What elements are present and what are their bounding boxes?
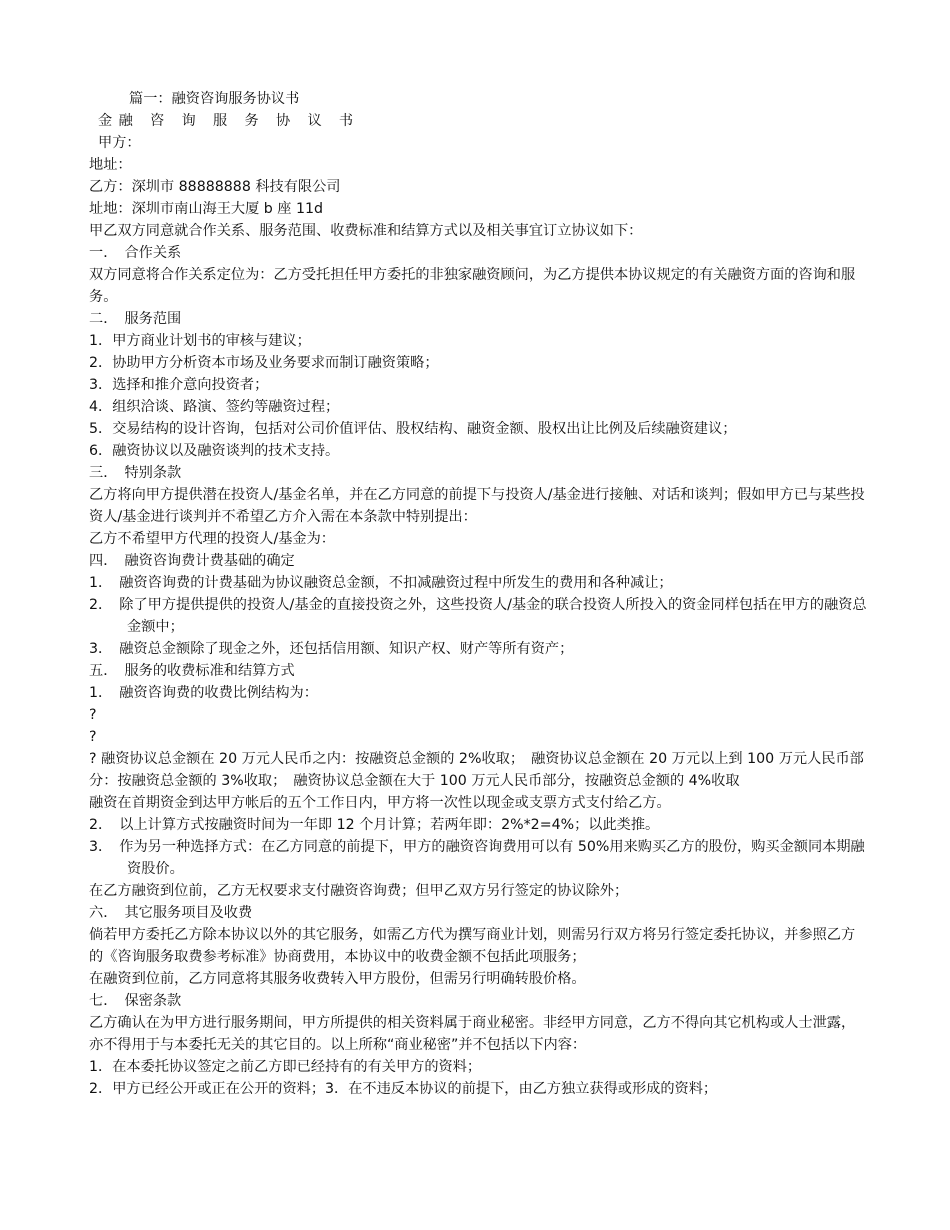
paragraph: 在乙方融资到位前，乙方无权要求支付融资咨询费；但甲乙双方另行签定的协议除外；: [89, 883, 629, 899]
placeholder-mark: ?: [89, 729, 97, 745]
list-item: 2． 以上计算方式按融资时间为一年即 12 个月计算；若两年即：2%*2=4%；以此类推。: [89, 817, 660, 833]
paragraph: 在融资到位前，乙方同意将其服务收费转入甲方股份，但需另行明确转股价格。: [89, 971, 586, 987]
document-title: 金融 咨 询 服 务 协 议 书: [98, 113, 360, 129]
party-a: 甲方：: [98, 135, 141, 151]
list-item: 1．在本委托协议签定之前乙方即已经持有的有关甲方的资料；: [89, 1059, 482, 1075]
list-item: 2．甲方已经公开或正在公开的资料；3．在不违反本协议的前提下，由乙方独立获得或形成的资料；: [89, 1081, 718, 1097]
paragraph: 融资在首期资金到达甲方帐后的五个工作日内，甲方将一次性以现金或支票方式支付给乙方。: [89, 795, 671, 811]
list-item: 1．甲方商业计划书的审核与建议；: [89, 333, 311, 349]
list-item: 6．融资协议以及融资谈判的技术支持。: [89, 443, 340, 459]
party-b-address: 址地：深圳市南山海王大厦 b 座 11d: [89, 201, 324, 217]
section-heading-4: 四． 融资咨询费计费基础的确定: [89, 553, 295, 569]
preamble: 甲乙双方同意就合作关系、服务范围、收费标准和结算方式以及相关事宜订立协议如下：: [89, 223, 643, 239]
list-item: 3． 融资总金额除了现金之外，还包括信用额、知识产权、财产等所有资产；: [89, 641, 574, 657]
list-item: 3． 作为另一种选择方式：在乙方同意的前提下，甲方的融资咨询费用可以有 50%用来购买乙方的股份，购买金额同本期融资股价。: [89, 839, 865, 877]
list-item: 5．交易结构的设计咨询，包括对公司价值评估、股权结构、融资金额、股权出让比例及后续融资建议；: [89, 421, 737, 437]
paragraph: 双方同意将合作关系定位为：乙方受托担任甲方委托的非独家融资顾问，为乙方提供本协议规定的有关融资方面的咨询和服务。: [89, 267, 856, 305]
list-item: 1． 融资咨询费的计费基础为协议融资总金额，不扣减融资过程中所发生的费用和各种减让；: [89, 575, 673, 591]
party-a-address: 地址：: [89, 157, 132, 173]
section-heading-2: 二． 服务范围: [89, 311, 182, 327]
chapter-title: 篇一：融资咨询服务协议书: [129, 91, 300, 107]
paragraph: 乙方将向甲方提供潜在投资人/基金名单，并在乙方同意的前提下与投资人/基金进行接触、对话和谈判；假如甲方已与某些投资人/基金进行谈判并不希望乙方介入需在本条款中特别提出：: [89, 487, 865, 525]
placeholder-mark: ?: [89, 707, 97, 723]
party-b: 乙方：深圳市 88888888 科技有限公司: [89, 179, 341, 195]
paragraph: 倘若甲方委托乙方除本协议以外的其它服务，如需乙方代为撰写商业计划，则需另行双方将另行签定委托协议，并参照乙方的《咨询服务取费参考标准》协商费用，本协议中的收费金额不包括此项服务；: [89, 927, 856, 965]
list-item: 2． 除了甲方提供提供的投资人/基金的直接投资之外，这些投资人/基金的联合投资人所投入的资金同样包括在甲方的融资总金额中；: [89, 597, 867, 635]
agreement-document: [89, 88, 869, 1100]
list-item: 4．组织洽谈、路演、签约等融资过程；: [89, 399, 340, 415]
section-heading-3: 三． 特别条款: [89, 465, 182, 481]
section-heading-6: 六． 其它服务项目及收费: [89, 905, 253, 921]
section-heading-7: 七． 保密条款: [89, 993, 182, 1009]
list-item: 3．选择和推介意向投资者；: [89, 377, 269, 393]
fee-structure-paragraph: ? 融资协议总金额在 20 万元人民币之内：按融资总金额的 2%收取； 融资协议总金额在 20 万元以上到 100 万元人民币部分：按融资总金额的 3%收取； 融资协议总金额在大于 100 万元人民币部分，按融资总金额的 4%收取: [89, 751, 864, 789]
paragraph: 乙方不希望甲方代理的投资人/基金为：: [89, 531, 335, 547]
section-heading-1: 一． 合作关系: [89, 245, 182, 261]
list-item: 1． 融资咨询费的收费比例结构为：: [89, 685, 318, 701]
paragraph: 乙方确认在为甲方进行服务期间，甲方所提供的相关资料属于商业秘密。非经甲方同意，乙方不得向其它机构或人士泄露，亦不得用于与本委托无关的其它目的。以上所称“商业秘密”并不包括以下内容：: [89, 1015, 856, 1053]
list-item: 2．协助甲方分析资本市场及业务要求而制订融资策略；: [89, 355, 439, 371]
section-heading-5: 五． 服务的收费标准和结算方式: [89, 663, 295, 679]
